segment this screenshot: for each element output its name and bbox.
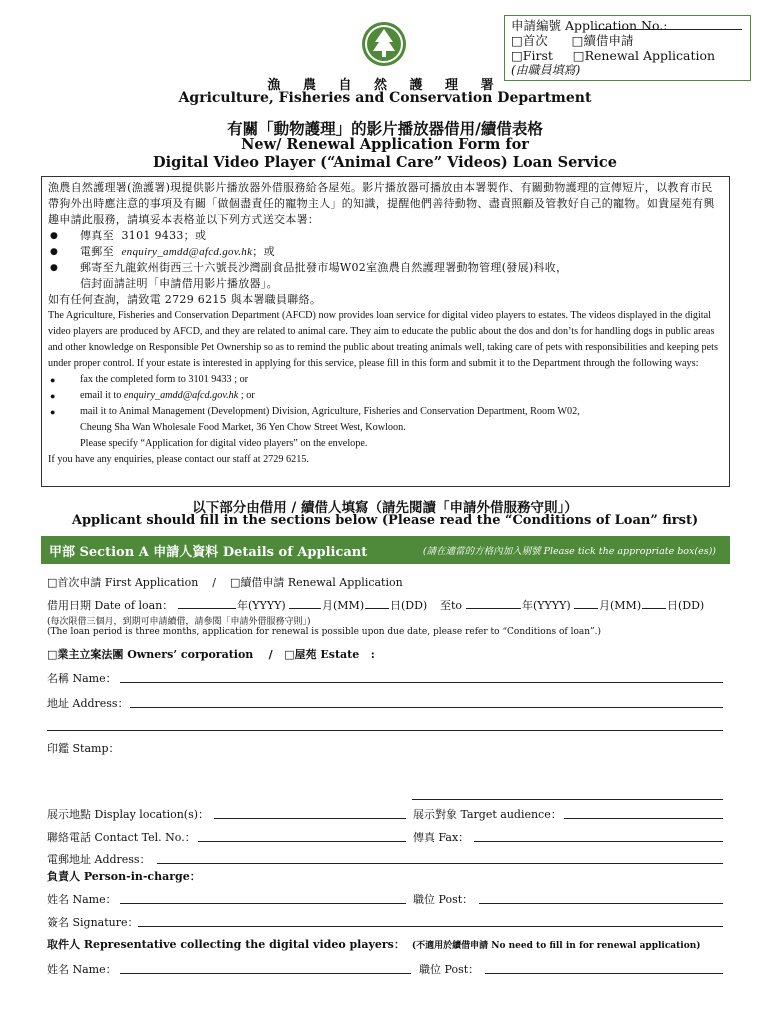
intro-bullet-fax-en: ● fax the completed form to 3101 9433 ; or: [48, 372, 723, 388]
loan-start-month-unit: 月(MM): [322, 599, 365, 612]
intro-box: [41, 176, 730, 487]
first-application-checkbox[interactable]: □首次申請 First Application: [47, 576, 199, 589]
loan-start-month-input[interactable]: [289, 608, 321, 609]
fax-label: 傳真 Fax：: [413, 831, 470, 844]
intro-bullet-mail-en: ● mail it to Animal Management (Development) Division, Agriculture, Fisheries and Conservation Department, Room W02,: [48, 404, 723, 420]
section-a-header: [41, 536, 730, 564]
pic-post-label: 職位 Post：: [413, 893, 474, 906]
email-link-zh[interactable]: enquiry_amdd@afcd.gov.hk: [121, 246, 253, 258]
loan-period-note-en: (The loan period is three months, application for renewal is possible upon due date, please refer to “Conditions of loan”.): [47, 627, 602, 637]
form-title-zh: 有關「動物護理」的影片播放器借用/續借表格: [227, 119, 543, 138]
name-label: 名稱 Name：: [47, 672, 117, 685]
target-audience-input[interactable]: [564, 818, 723, 819]
office-use-box: [504, 15, 751, 81]
stamp-line[interactable]: [412, 799, 723, 800]
separator: /: [212, 576, 217, 589]
contact-tel-label: 聯絡電話 Contact Tel. No.：: [47, 831, 196, 844]
form-title-en-line2: Digital Video Player (“Animal Care” Videos) Loan Service: [153, 154, 617, 171]
application-no-line[interactable]: [592, 29, 742, 30]
fax-prefix-zh: 傳真至: [80, 229, 114, 242]
loan-end-day-unit: 日(DD): [667, 599, 705, 612]
email-prefix-zh: 電郵至: [80, 245, 114, 258]
rep-name-label: 姓名 Name：: [47, 963, 117, 976]
loan-end-year-input[interactable]: [466, 608, 521, 609]
tree-emblem-icon: [360, 20, 408, 68]
loan-start-day-input[interactable]: [365, 608, 389, 609]
representative-heading: 取件人 Representative collecting the digital video players：: [47, 938, 405, 951]
renewal-application-checkbox[interactable]: □續借申請 Renewal Application: [230, 576, 403, 589]
intro-enquiry-en: If you have any enquiries, please contact our staff at 2729 6215.: [48, 454, 309, 465]
email-suffix-zh: ；或: [252, 245, 275, 258]
application-no-label: 申請編號 Application No.:: [511, 18, 668, 33]
display-location-label: 展示地點 Display location(s)：: [47, 808, 210, 821]
section-a-tick-note: (請在適當的方格內加入剔號 Please tick the appropriate box(es)): [422, 546, 716, 557]
email-link-en[interactable]: enquiry_amdd@afcd.gov.hk: [123, 390, 239, 401]
owners-corporation-checkbox[interactable]: □業主立案法團 Owners’ corporation: [47, 648, 254, 661]
rep-name-input[interactable]: [120, 973, 411, 974]
first-checkbox-en[interactable]: □First: [511, 48, 553, 63]
loan-period-note-zh: (每次限借三個月，到期可申請續借，請參閱「申請外借服務守則」): [47, 617, 311, 627]
applicant-heading-zh: 以下部分由借用 / 續借人填寫（請先閱讀「申請外借服務守則」）: [192, 500, 578, 516]
department-name-zh: 漁 農 自 然 護 理 署: [267, 78, 503, 93]
loan-end-month-input[interactable]: [574, 608, 598, 609]
colon: :: [370, 648, 375, 661]
loan-end-year-unit: 年(YYYY): [522, 599, 571, 612]
display-location-input[interactable]: [214, 818, 406, 819]
contact-tel-input[interactable]: [198, 841, 406, 842]
intro-mail-address-en: Cheung Sha Wan Wholesale Food Market, 36 Yen Chow Street West, Kowloon.: [80, 422, 406, 433]
address-input-line1[interactable]: [130, 707, 723, 708]
loan-end-month-unit: 月(MM): [599, 599, 642, 612]
email-prefix-en: email it to: [80, 390, 122, 401]
pic-post-input[interactable]: [479, 903, 723, 904]
intro-mail-note-zh: 信封面請註明「申請借用影片播放器」。: [80, 277, 278, 290]
loan-start-year-unit: 年(YYYY): [237, 599, 286, 612]
applicant-type-row: [47, 646, 375, 662]
fax-input[interactable]: [474, 841, 723, 842]
pic-name-input[interactable]: [120, 903, 406, 904]
renewal-checkbox-zh[interactable]: □續借申請: [571, 33, 634, 48]
email-address-input[interactable]: [157, 863, 723, 864]
first-checkbox-zh[interactable]: □首次: [511, 33, 548, 48]
representative-note: (不適用於續借申請 No need to fill in for renewal application): [411, 941, 701, 951]
fax-number-zh: 3101 9433；或: [121, 229, 207, 242]
signature-input[interactable]: [138, 926, 723, 927]
person-in-charge-heading: 負責人 Person-in-charge：: [47, 870, 201, 883]
separator: /: [268, 648, 273, 661]
email-address-label: 電郵地址 Address：: [47, 853, 151, 866]
email-suffix-en: ; or: [240, 390, 255, 401]
target-audience-label: 展示對象 Target audience：: [413, 808, 562, 821]
address-label: 地址 Address：: [47, 697, 129, 710]
intro-bullet-email-zh: [48, 244, 723, 260]
form-title-en-line1: New/ Renewal Application Form for: [241, 136, 529, 153]
address-input-line2[interactable]: [47, 730, 723, 731]
representative-heading-row: [47, 936, 727, 952]
signature-label: 簽名 Signature：: [47, 916, 139, 929]
applicant-heading-en: Applicant should fill in the sections below (Please read the “Conditions of Loan” first): [71, 513, 699, 528]
intro-paragraph-zh: 漁農自然護理署(漁護署)現提供影片播放器外借服務給各屋苑。影片播放器可播放由本署製作、有關動物護理的宣傳短片，以教育市民帶狗外出時應注意的事項及有關「做個盡責任的寵物主人」的知識，提醒他們善待動物、盡責照顧及管教好自己的寵物。如貴屋苑有興趣申請此服務，請填妥本表格並以下列方式送交本署：: [48, 181, 715, 226]
department-name-en: Agriculture, Fisheries and Conservation Department: [178, 90, 592, 106]
intro-mail-note-en: Please specify “Application for digital video players” on the envelope.: [80, 438, 368, 449]
rep-post-input[interactable]: [485, 973, 723, 974]
estate-checkbox[interactable]: □屋苑 Estate: [284, 648, 360, 661]
intro-bullet-mail-zh: ● 郵寄至九龍欽州街西三十六號長沙灣副食品批發市場W02室漁農自然護理署動物管理(發展)科收，: [48, 260, 723, 276]
name-input[interactable]: [120, 682, 723, 683]
intro-bullet-fax-zh: [48, 228, 723, 244]
intro-paragraph-en: The Agriculture, Fisheries and Conservation Department (AFCD) now provides loan service for digital video players to estates. The videos displayed in the digital video players are produced by AFCD, and they are related to animal care. They aim to educate the public about the dos and don’ts for handling dogs in public areas and other knowledge on Responsible Pet Ownership so as to remind the public about treating animals well, taking care of pets with responsibilities and keeping pets under proper control. If your estate is interested in applying for this service, please fill in this form and submit it to the Department through the following ways:: [48, 310, 718, 369]
loan-end-day-input[interactable]: [642, 608, 666, 609]
loan-start-day-unit: 日(DD): [390, 599, 428, 612]
rep-post-label: 職位 Post：: [419, 963, 480, 976]
application-type-row: [47, 574, 403, 590]
section-a-title: 甲部 Section A 申請人資料 Details of Applicant: [49, 544, 368, 560]
renewal-checkbox-en[interactable]: □Renewal Application: [572, 48, 716, 63]
pic-name-label: 姓名 Name：: [47, 893, 117, 906]
intro-bullet-email-en: [48, 388, 723, 404]
stamp-label: 印鑑 Stamp：: [47, 742, 120, 755]
office-use-note: (由職員填寫): [511, 63, 581, 77]
loan-to-label: 至to: [440, 599, 463, 612]
loan-date-label: 借用日期 Date of loan：: [47, 599, 174, 612]
intro-enquiry-zh: 如有任何查詢，請致電 2729 6215 與本署職員聯絡。: [48, 293, 322, 306]
loan-start-year-input[interactable]: [178, 608, 236, 609]
